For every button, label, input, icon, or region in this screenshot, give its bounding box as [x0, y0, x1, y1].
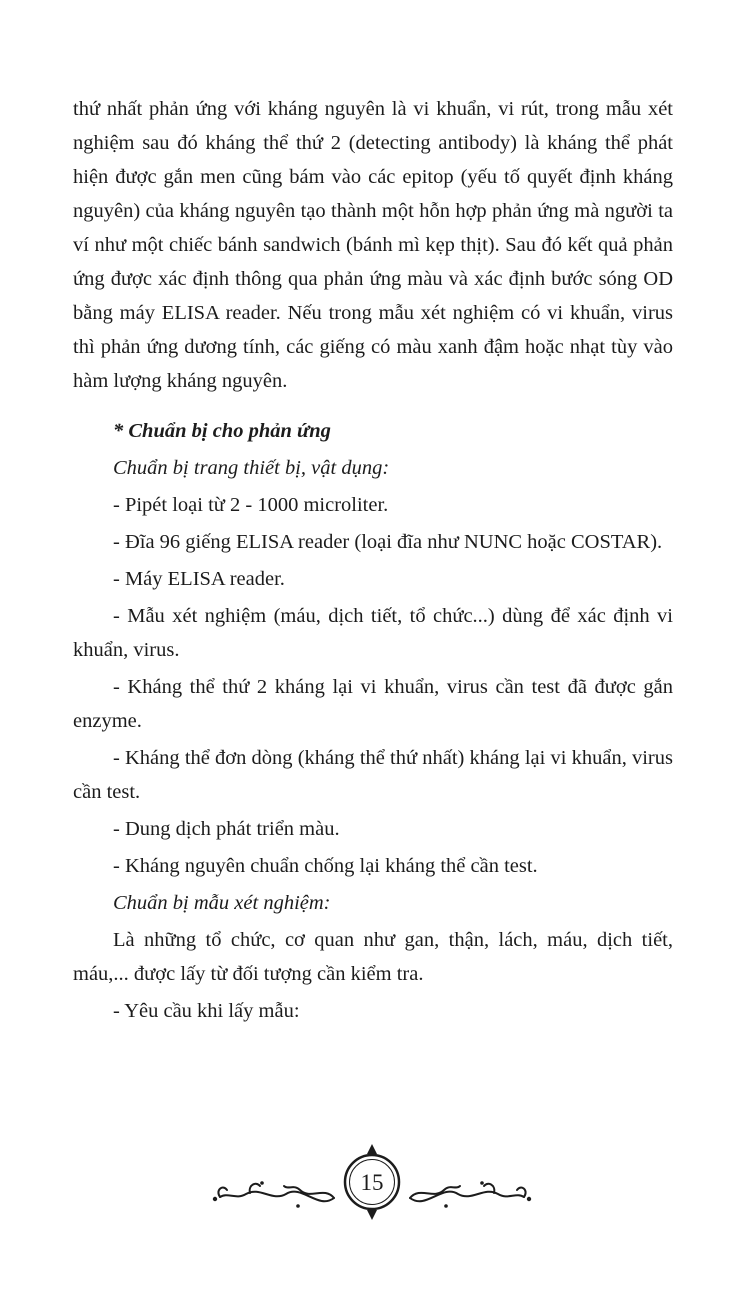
sample-paragraph: Là những tổ chức, cơ quan như gan, thận, lách, máu, dịch tiết, máu,... được lấy từ đối tượng cần kiểm tra.	[73, 929, 673, 985]
list-item: - Dung dịch phát triển màu.	[113, 818, 340, 840]
equipment-subheading: Chuẩn bị trang thiết bị, vật dụng:	[113, 457, 390, 479]
list-item: - Yêu cầu khi lấy mẫu:	[113, 1000, 300, 1022]
list-item: - Kháng thể thứ 2 kháng lại vi khuẩn, virus cần test đã được gắn enzyme.	[73, 676, 673, 732]
page-number: 15	[360, 1170, 384, 1195]
list-item: - Pipét loại từ 2 - 1000 microliter.	[113, 494, 389, 516]
list-item: - Đĩa 96 giếng ELISA reader (loại đĩa như NUNC hoặc COSTAR).	[113, 531, 663, 553]
section-heading: * Chuẩn bị cho phản ứng	[113, 420, 331, 442]
page-footer	[0, 1136, 744, 1228]
ornament-bottom-finial	[367, 1210, 377, 1220]
intro-paragraph: thứ nhất phản ứng với kháng nguyên là vi khuẩn, vi rút, trong mẫu xét nghiệm sau đó kháng thể thứ 2 (detecting antibody) là kháng thể phát hiện được gắn men cũng bám vào các epitop (yếu tố quyết định kháng nguyên) của kháng nguyên tạo thành một hỗn hợp phản ứng mà người ta ví như một chiếc bánh sandwich (bánh mì kẹp thịt). Sau đó kết quả phản ứng được xác định thông qua phản ứng màu và xác định bước sóng OD bằng máy ELISA reader. Nếu trong mẫu xét nghiệm có vi khuẩn, virus thì phản ứng dương tính, các giếng có màu xanh đậm hoặc nhạt tùy vào hàm lượng kháng nguyên.	[73, 98, 673, 392]
page-content	[73, 92, 673, 1031]
sample-subheading: Chuẩn bị mẫu xét nghiệm:	[113, 892, 331, 914]
list-item: - Mẫu xét nghiệm (máu, dịch tiết, tổ chức...) dùng để xác định vi khuẩn, virus.	[73, 605, 673, 661]
ornament-top-finial	[367, 1144, 377, 1154]
list-item: - Kháng nguyên chuẩn chống lại kháng thể cần test.	[113, 855, 538, 877]
list-item: - Máy ELISA reader.	[113, 568, 285, 590]
page-ornament-icon	[202, 1136, 542, 1228]
list-item: - Kháng thể đơn dòng (kháng thể thứ nhất) kháng lại vi khuẩn, virus cần test.	[73, 747, 673, 803]
